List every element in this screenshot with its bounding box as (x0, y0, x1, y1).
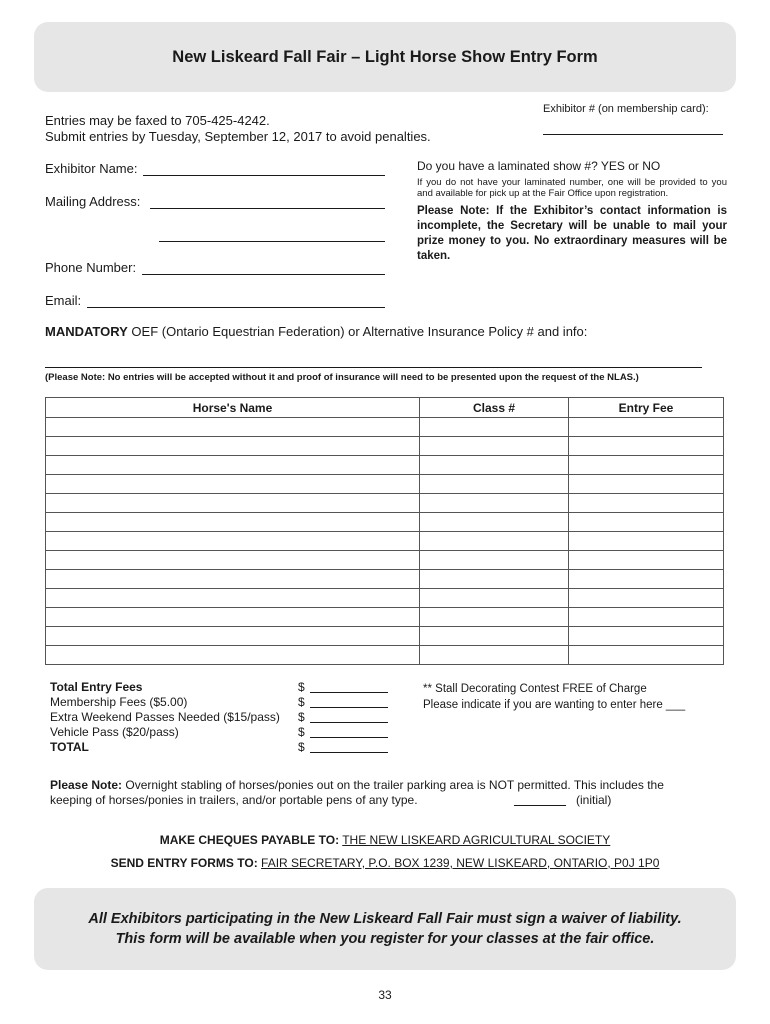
horse-name-cell[interactable] (46, 608, 420, 627)
fee-label: TOTAL (50, 740, 89, 754)
horse-name-cell[interactable] (46, 627, 420, 646)
intro-text (45, 113, 431, 145)
stabling-text-2: keeping of horses/ponies in trailers, and/or portable pens of any type. (50, 793, 418, 807)
fee-label: Vehicle Pass ($20/pass) (50, 725, 179, 739)
payable-line (0, 833, 770, 847)
exhibitor-number-field[interactable] (543, 122, 723, 135)
table-row (46, 456, 724, 475)
horse-name-cell[interactable] (46, 532, 420, 551)
initial-field[interactable] (514, 793, 566, 806)
table-row (46, 494, 724, 513)
class-cell[interactable] (420, 494, 569, 513)
class-cell[interactable] (420, 608, 569, 627)
table-row (46, 589, 724, 608)
table-row (46, 532, 724, 551)
waiver-line-2: This form will be available when you register for your classes at the fair office. (115, 931, 655, 947)
class-cell[interactable] (420, 589, 569, 608)
table-row (46, 513, 724, 532)
horse-name-cell[interactable] (46, 646, 420, 665)
form-title: New Liskeard Fall Fair – Light Horse Show Entry Form (34, 22, 736, 92)
stall-line-2: Please indicate if you are wanting to enter here ___ (423, 699, 686, 711)
horse-name-cell[interactable] (46, 475, 420, 494)
class-cell[interactable] (420, 437, 569, 456)
table-row (46, 418, 724, 437)
fee-row (50, 725, 388, 740)
fee-row (50, 680, 388, 695)
entry-fee-cell[interactable] (569, 532, 724, 551)
phone-label: Phone Number: (45, 260, 137, 275)
send-line (0, 856, 770, 870)
fee-label: Membership Fees ($5.00) (50, 695, 188, 709)
fee-symbol: $ (298, 740, 305, 754)
fee-row (50, 710, 388, 725)
entry-fee-cell[interactable] (569, 551, 724, 570)
table-row (46, 437, 724, 456)
table-row (46, 627, 724, 646)
entry-fee-cell[interactable] (569, 589, 724, 608)
deadline-line: Submit entries by Tuesday, September 12, 2017 to avoid penalties. (45, 129, 431, 144)
stall-contest (423, 681, 685, 713)
mandatory-label: MANDATORY (45, 324, 128, 339)
entry-fee-cell[interactable] (569, 418, 724, 437)
fee-field[interactable] (310, 725, 388, 738)
entry-fee-cell[interactable] (569, 513, 724, 532)
email-label: Email: (45, 293, 82, 308)
class-cell[interactable] (420, 570, 569, 589)
fee-field[interactable] (310, 740, 388, 753)
laminated-info: If you do not have your laminated number, one will be provided to you and available for pick up at the Fair Office upon registration. (417, 177, 727, 199)
fee-label: Extra Weekend Passes Needed ($15/pass) (50, 710, 280, 724)
col-header-horse-name: Horse's Name (46, 398, 420, 418)
col-header-class: Class # (420, 398, 569, 418)
class-cell[interactable] (420, 418, 569, 437)
horse-entry-table (45, 397, 724, 665)
fee-field[interactable] (310, 695, 388, 708)
payable-label: MAKE CHEQUES PAYABLE TO: (159, 833, 340, 847)
class-cell[interactable] (420, 475, 569, 494)
fee-field[interactable] (310, 710, 388, 723)
horse-name-cell[interactable] (46, 437, 420, 456)
fee-symbol: $ (298, 710, 305, 724)
class-cell[interactable] (420, 456, 569, 475)
waiver-banner (34, 888, 736, 970)
exhibitor-number-label: Exhibitor # (on membership card): (543, 103, 709, 115)
horse-name-cell[interactable] (46, 589, 420, 608)
class-cell[interactable] (420, 532, 569, 551)
fee-field[interactable] (310, 680, 388, 693)
entry-fee-cell[interactable] (569, 494, 724, 513)
entry-fee-cell[interactable] (569, 570, 724, 589)
insurance-note: (Please Note: No entries will be accepted without it and proof of insurance will need to be presented upon the request of the NLAS.) (45, 372, 639, 383)
horse-name-cell[interactable] (46, 456, 420, 475)
mailing-address-label: Mailing Address: (45, 194, 141, 209)
exhibitor-name-field[interactable] (143, 163, 385, 176)
payable-value: THE NEW LISKEARD AGRICULTURAL SOCIETY (342, 833, 611, 847)
email-row (45, 293, 385, 308)
email-field[interactable] (87, 295, 385, 308)
entry-fee-cell[interactable] (569, 437, 724, 456)
table-row (46, 570, 724, 589)
laminated-question: Do you have a laminated show #? YES or NO (417, 159, 661, 173)
page-number: 33 (378, 988, 392, 1002)
contact-note: Please Note: If the Exhibitor’s contact information is incomplete, the Secretary will be unable to mail your prize money to you. No extraordinary measures will be taken. (417, 205, 727, 262)
col-header-entry-fee: Entry Fee (569, 398, 724, 418)
mailing-address-field-2[interactable] (159, 229, 385, 242)
send-label: SEND ENTRY FORMS TO: (110, 856, 258, 870)
fee-row (50, 695, 388, 710)
horse-name-cell[interactable] (46, 494, 420, 513)
stabling-note-bold: Please Note: (50, 778, 123, 792)
entry-fee-cell[interactable] (569, 608, 724, 627)
class-cell[interactable] (420, 513, 569, 532)
entry-fee-cell[interactable] (569, 475, 724, 494)
table-row (46, 551, 724, 570)
waiver-line-1: All Exhibitors participating in the New Liskeard Fall Fair must sign a waiver of liability. (88, 911, 682, 927)
phone-field[interactable] (142, 262, 385, 275)
fee-label: Total Entry Fees (50, 680, 143, 694)
horse-name-cell[interactable] (46, 551, 420, 570)
fee-symbol: $ (298, 725, 305, 739)
fee-row (50, 740, 388, 755)
fee-symbol: $ (298, 695, 305, 709)
stabling-text-1: Overnight stabling of horses/ponies out on the trailer parking area is NOT permitted. This includes the (122, 778, 664, 792)
class-cell[interactable] (420, 627, 569, 646)
entry-fee-cell[interactable] (569, 456, 724, 475)
initial-label: (initial) (576, 793, 612, 807)
mailing-address-field[interactable] (150, 196, 385, 209)
exhibitor-name-row (45, 161, 385, 176)
entry-fee-cell[interactable] (569, 646, 724, 665)
fees-summary (50, 680, 388, 755)
mailing-address-row (45, 194, 385, 209)
phone-row (45, 260, 385, 275)
insurance-label (45, 324, 587, 339)
class-cell[interactable] (420, 551, 569, 570)
stall-line-1: ** Stall Decorating Contest FREE of Charge (423, 683, 647, 695)
exhibitor-name-label: Exhibitor Name: (45, 161, 138, 176)
fee-symbol: $ (298, 680, 305, 694)
send-value: FAIR SECRETARY, P.O. BOX 1239, NEW LISKEARD, ONTARIO, P0J 1P0 (261, 856, 660, 870)
table-row (46, 646, 724, 665)
horse-name-cell[interactable] (46, 418, 420, 437)
class-cell[interactable] (420, 646, 569, 665)
horse-name-cell[interactable] (46, 570, 420, 589)
horse-name-cell[interactable] (46, 513, 420, 532)
stabling-note (50, 778, 730, 808)
insurance-text: OEF (Ontario Equestrian Federation) or Alternative Insurance Policy # and info: (127, 324, 588, 339)
table-row (46, 475, 724, 494)
table-header-row (46, 398, 724, 418)
fax-line: Entries may be faxed to 705-425-4242. (45, 113, 270, 128)
entry-fee-cell[interactable] (569, 627, 724, 646)
insurance-field[interactable] (45, 357, 702, 368)
table-row (46, 608, 724, 627)
